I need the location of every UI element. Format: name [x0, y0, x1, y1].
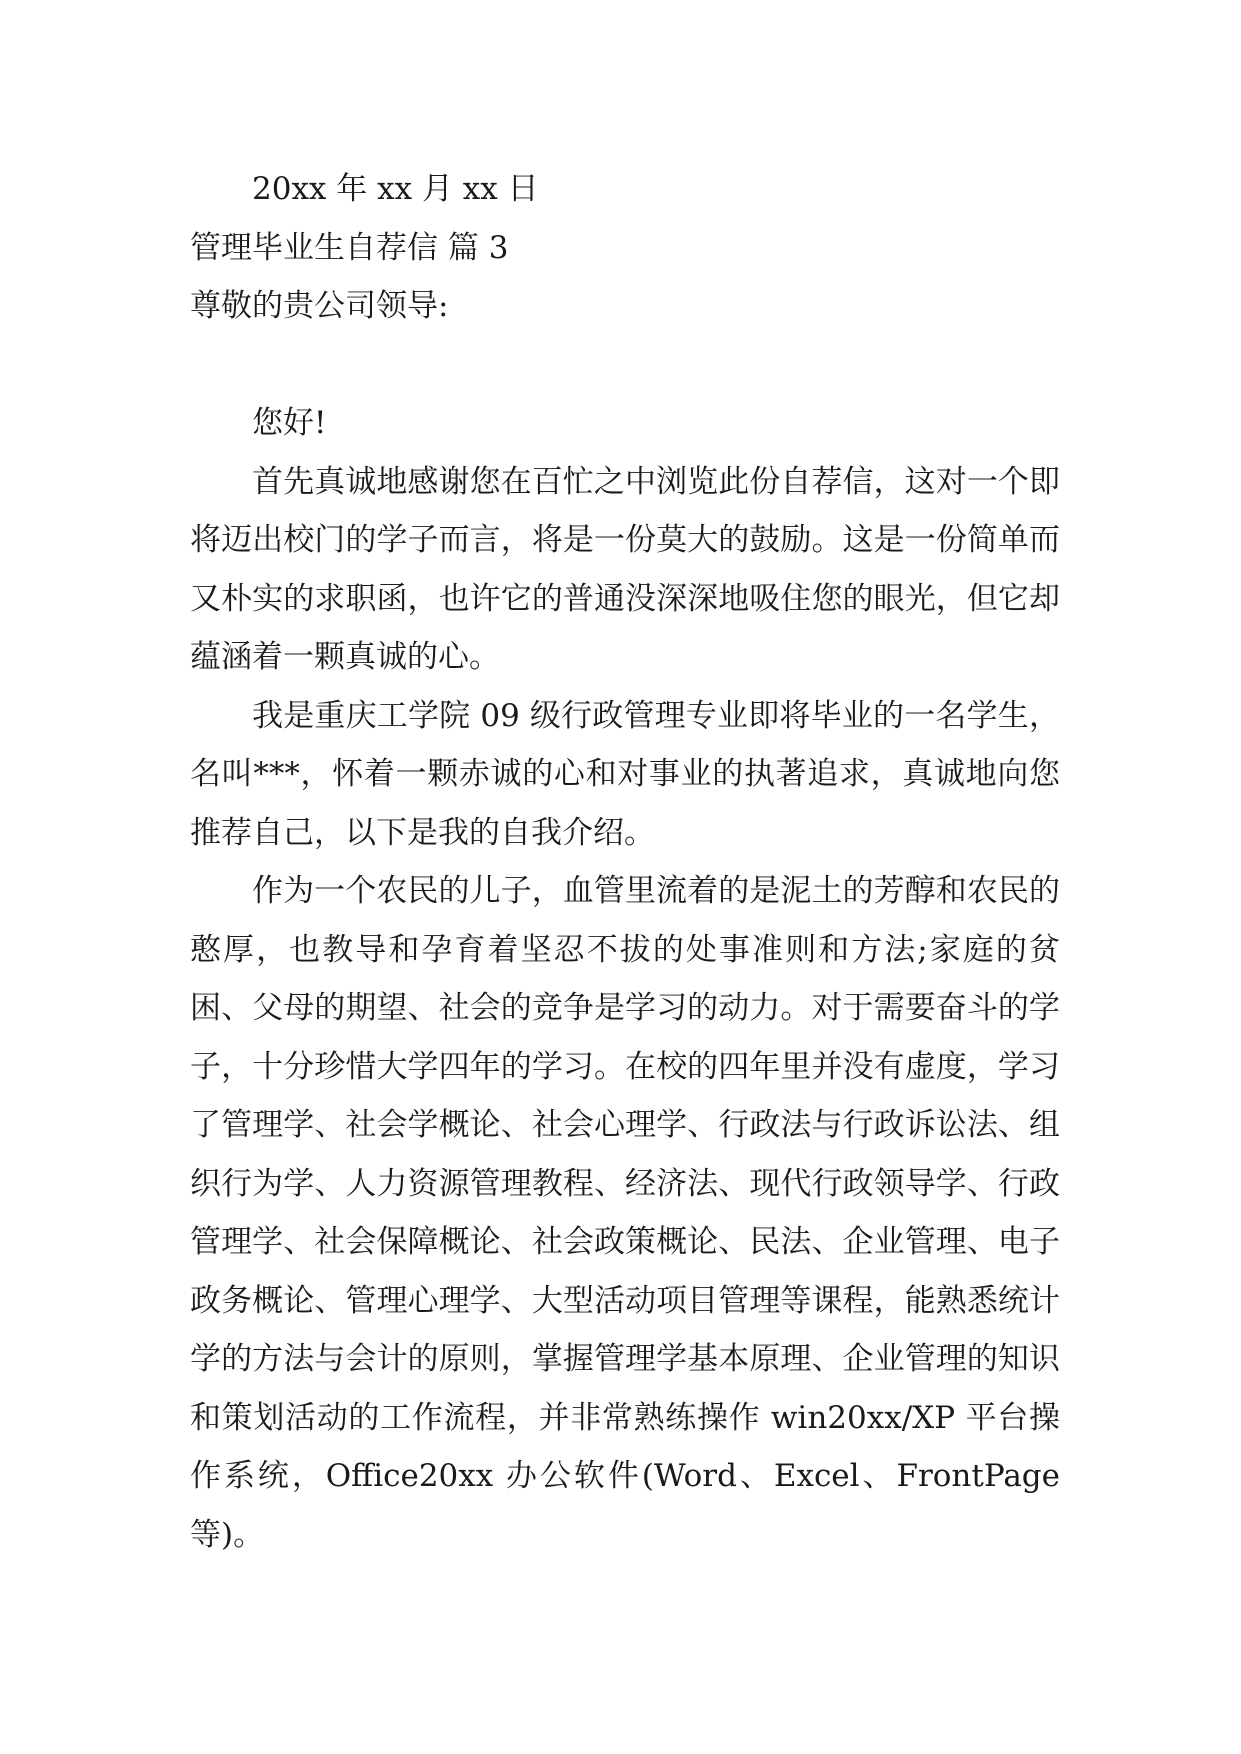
- paragraph-background: 作为一个农民的儿子，血管里流着的是泥土的芳醇和农民的憨厚，也教导和孕育着坚忍不拔的处事准则和方法;家庭的贫困、父母的期望、社会的竞争是学习的动力。对于需要奋斗的学子，十分珍惜大学四年的学习。在校的四年里并没有虚度，学习了管理学、社会学概论、社会心理学、行政法与行政诉讼法、组织行为学、人力资源管理教程、经济法、现代行政领导学、行政管理学、社会保障概论、社会政策概论、民法、企业管理、电子政务概论、管理心理学、大型活动项目管理等课程，能熟悉统计学的方法与会计的原则，掌握管理学基本原理、企业管理的知识和策划活动的工作流程，并非常熟练操作 win20xx/XP 平台操作系统，Office20xx 办公软件(Word、Excel、FrontPage 等)。: [190, 873, 1060, 1553]
- letter-body: [190, 160, 1060, 1564]
- blank-line: [190, 336, 1060, 395]
- paragraph-self-introduction: 我是重庆工学院 09 级行政管理专业即将毕业的一名学生，名叫***，怀着一颗赤诚的心和对事业的执著追求，真诚地向您推荐自己，以下是我的自我介绍。: [190, 697, 1060, 851]
- greeting: 您好!: [252, 405, 327, 441]
- date-line: 20xx 年 xx 月 xx 日: [252, 171, 539, 207]
- salutation: 尊敬的贵公司领导:: [190, 288, 449, 324]
- paragraph-intro: 首先真诚地感谢您在百忙之中浏览此份自荐信，这对一个即将迈出校门的学子而言，将是一份莫大的鼓励。这是一份简单而又朴实的求职函，也许它的普通没深深地吸住您的眼光，但它却蕴涵着一颗真诚的心。: [190, 463, 1060, 675]
- letter-heading: 管理毕业生自荐信 篇 3: [190, 229, 509, 266]
